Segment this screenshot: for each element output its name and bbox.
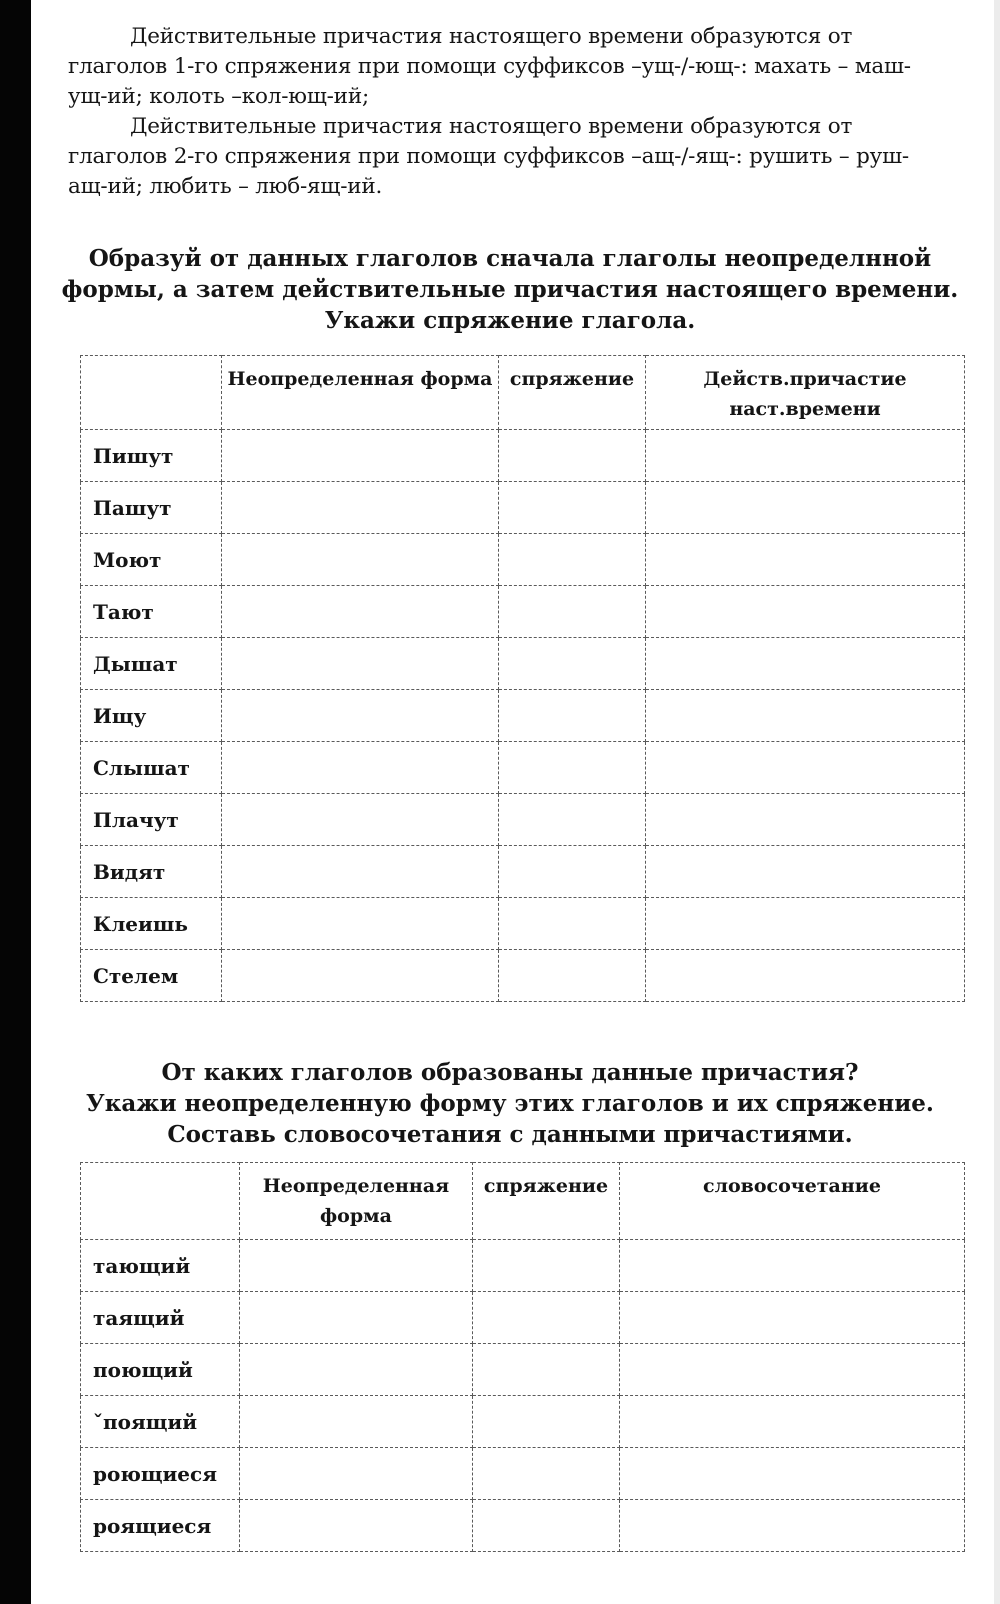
participle-cell: поющий <box>81 1344 240 1396</box>
header-infinitive: Неопределенная форма <box>240 1163 473 1240</box>
answer-cell-conjugation[interactable] <box>499 482 646 534</box>
verb-cell: Ищу <box>81 690 222 742</box>
answer-cell-infinitive[interactable] <box>240 1292 473 1344</box>
answer-cell-conjugation[interactable] <box>473 1240 620 1292</box>
answer-cell-phrase[interactable] <box>620 1396 965 1448</box>
verb-cell: Тают <box>81 586 222 638</box>
table-header-row <box>81 356 965 430</box>
answer-cell-infinitive[interactable] <box>222 742 499 794</box>
table-row <box>81 1396 965 1448</box>
answer-cell-participle[interactable] <box>646 794 965 846</box>
answer-cell-conjugation[interactable] <box>499 586 646 638</box>
answer-cell-infinitive[interactable] <box>240 1344 473 1396</box>
table-row <box>81 950 965 1002</box>
answer-cell-participle[interactable] <box>646 430 965 482</box>
answer-cell-infinitive[interactable] <box>222 430 499 482</box>
answer-cell-conjugation[interactable] <box>499 690 646 742</box>
table-row <box>81 690 965 742</box>
rule-text-2: Действительные причастия настоящего времени образуются от глаголов 2-го спряжения при помощи суффиксов –ащ-/-ящ-: рушить – руш-ащ-ий; любить – люб-ящ-ий. <box>68 114 909 199</box>
table-row <box>81 534 965 586</box>
table-row <box>81 1500 965 1552</box>
answer-cell-conjugation[interactable] <box>473 1448 620 1500</box>
answer-cell-conjugation[interactable] <box>499 430 646 482</box>
verb-cell: Пашут <box>81 482 222 534</box>
answer-cell-conjugation[interactable] <box>499 950 646 1002</box>
task2-heading <box>60 1057 960 1150</box>
participle-cell: роющиеся <box>81 1448 240 1500</box>
table-row <box>81 430 965 482</box>
rule-paragraph-1st-conjugation <box>68 22 948 112</box>
table-row <box>81 1292 965 1344</box>
answer-cell-infinitive[interactable] <box>222 846 499 898</box>
answer-cell-conjugation[interactable] <box>473 1396 620 1448</box>
header-participle: Действ.причастие наст.времени <box>646 356 965 430</box>
table-row <box>81 742 965 794</box>
answer-cell-infinitive[interactable] <box>240 1448 473 1500</box>
answer-cell-conjugation[interactable] <box>499 638 646 690</box>
participle-cell: ˇпоящий <box>81 1396 240 1448</box>
answer-cell-phrase[interactable] <box>620 1344 965 1396</box>
answer-cell-conjugation[interactable] <box>499 742 646 794</box>
verb-cell: Слышат <box>81 742 222 794</box>
answer-cell-phrase[interactable] <box>620 1240 965 1292</box>
verb-cell: Моют <box>81 534 222 586</box>
right-page-edge <box>994 0 1000 1604</box>
task2-heading-line: Составь словосочетания с данными причастиями. <box>167 1121 853 1148</box>
task2-heading-line: Укажи неопределенную форму этих глаголов и их спряжение. <box>86 1090 934 1117</box>
answer-cell-conjugation[interactable] <box>473 1500 620 1552</box>
answer-cell-phrase[interactable] <box>620 1448 965 1500</box>
answer-cell-conjugation[interactable] <box>473 1292 620 1344</box>
header-empty-cell <box>81 356 222 430</box>
header-phrase: словосочетание <box>620 1163 965 1240</box>
verb-cell: Пишут <box>81 430 222 482</box>
answer-cell-participle[interactable] <box>646 482 965 534</box>
answer-cell-conjugation[interactable] <box>473 1344 620 1396</box>
task1-heading-line: Образуй от данных глаголов сначала глаголы неопределнной <box>88 245 932 272</box>
answer-cell-infinitive[interactable] <box>240 1500 473 1552</box>
answer-cell-conjugation[interactable] <box>499 846 646 898</box>
table-row <box>81 1344 965 1396</box>
task1-table <box>80 355 965 1002</box>
table-row <box>81 1448 965 1500</box>
table-row <box>81 898 965 950</box>
verb-cell: Дышат <box>81 638 222 690</box>
participle-cell: роящиеся <box>81 1500 240 1552</box>
table-row <box>81 846 965 898</box>
answer-cell-conjugation[interactable] <box>499 534 646 586</box>
answer-cell-infinitive[interactable] <box>222 638 499 690</box>
header-conjugation: спряжение <box>473 1163 620 1240</box>
answer-cell-infinitive[interactable] <box>222 534 499 586</box>
answer-cell-phrase[interactable] <box>620 1500 965 1552</box>
header-infinitive: Неопределенная форма <box>222 356 499 430</box>
verb-cell: Видят <box>81 846 222 898</box>
answer-cell-infinitive[interactable] <box>240 1396 473 1448</box>
answer-cell-participle[interactable] <box>646 898 965 950</box>
participle-cell: таящий <box>81 1292 240 1344</box>
rule-paragraph-2nd-conjugation <box>68 112 948 202</box>
answer-cell-conjugation[interactable] <box>499 898 646 950</box>
answer-cell-participle[interactable] <box>646 638 965 690</box>
answer-cell-participle[interactable] <box>646 950 965 1002</box>
task1-heading <box>60 243 960 336</box>
header-empty-cell <box>81 1163 240 1240</box>
task1-heading-line: формы, а затем действительные причастия настоящего времени. <box>61 276 959 303</box>
answer-cell-infinitive[interactable] <box>222 690 499 742</box>
answer-cell-infinitive[interactable] <box>222 898 499 950</box>
table-row <box>81 482 965 534</box>
header-conjugation: спряжение <box>499 356 646 430</box>
answer-cell-infinitive[interactable] <box>222 794 499 846</box>
answer-cell-participle[interactable] <box>646 690 965 742</box>
answer-cell-conjugation[interactable] <box>499 794 646 846</box>
verb-cell: Клеишь <box>81 898 222 950</box>
answer-cell-participle[interactable] <box>646 586 965 638</box>
verb-cell: Стелем <box>81 950 222 1002</box>
task1-heading-line: Укажи спряжение глагола. <box>324 307 696 334</box>
answer-cell-phrase[interactable] <box>620 1292 965 1344</box>
answer-cell-participle[interactable] <box>646 534 965 586</box>
verb-cell: Плачут <box>81 794 222 846</box>
answer-cell-infinitive[interactable] <box>222 950 499 1002</box>
answer-cell-infinitive[interactable] <box>240 1240 473 1292</box>
task2-heading-line: От каких глаголов образованы данные причастия? <box>161 1059 859 1086</box>
table-row <box>81 638 965 690</box>
table-header-row <box>81 1163 965 1240</box>
table-row <box>81 1240 965 1292</box>
answer-cell-participle[interactable] <box>646 742 965 794</box>
table-row <box>81 586 965 638</box>
table-row <box>81 794 965 846</box>
answer-cell-participle[interactable] <box>646 846 965 898</box>
answer-cell-infinitive[interactable] <box>222 482 499 534</box>
answer-cell-infinitive[interactable] <box>222 586 499 638</box>
rule-text-1: Действительные причастия настоящего времени образуются от глаголов 1-го спряжения при помощи суффиксов –ущ-/-ющ-: махать – маш-ущ-ий; колоть –кол-ющ-ий; <box>68 24 911 109</box>
participle-cell: тающий <box>81 1240 240 1292</box>
left-dark-margin <box>0 0 31 1604</box>
task2-table <box>80 1162 965 1552</box>
